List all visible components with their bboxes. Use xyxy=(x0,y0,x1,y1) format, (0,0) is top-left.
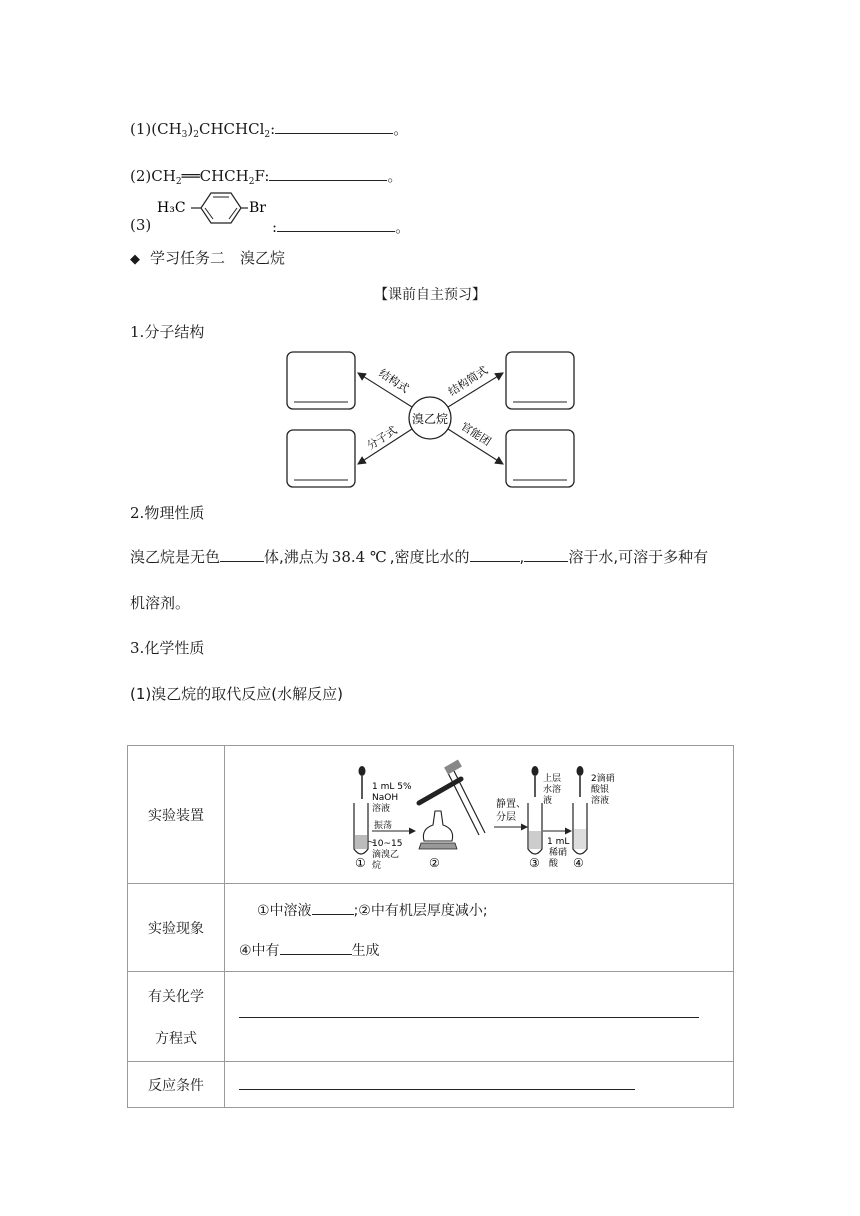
test-tube-4 xyxy=(573,766,587,854)
text: ④中有 xyxy=(239,943,280,959)
phenomenon-cell xyxy=(225,884,734,972)
colon: : xyxy=(272,218,278,236)
fig-label: 振荡 xyxy=(374,820,393,831)
fig-number: ④ xyxy=(573,855,584,870)
label-top-right: 结构简式 xyxy=(446,363,491,399)
fig-number: ③ xyxy=(529,855,540,870)
box-bottom-right xyxy=(506,430,574,487)
fig-label: 2滴硝 xyxy=(591,773,615,784)
fig-label: 1 mL 5% xyxy=(372,781,412,792)
formula-part: CH xyxy=(151,167,176,185)
formula-part: (CH xyxy=(151,120,182,138)
heading-physical xyxy=(130,502,204,523)
answer-blank[interactable] xyxy=(269,166,387,181)
answer-blank[interactable] xyxy=(524,547,568,562)
row-label-equation xyxy=(128,972,225,1062)
fig-label: 静置、 xyxy=(496,798,526,810)
label-bottom-right: 官能团 xyxy=(458,419,494,449)
box-top-right xyxy=(506,352,574,409)
fig-label: 酸 xyxy=(549,858,559,869)
exercise-item-1 xyxy=(130,118,408,140)
boiling-point: 38.4 ℃ xyxy=(331,548,387,566)
table-row xyxy=(128,1062,734,1108)
fig-number: ① xyxy=(355,855,366,870)
text: 溶于水,可溶于多种有 xyxy=(568,548,709,566)
formula-part: F: xyxy=(254,167,270,185)
answer-blank[interactable] xyxy=(277,217,395,232)
formula-subscript: 2 xyxy=(175,177,182,187)
chemical-subheading: (1)溴乙烷的取代反应(水解反应) xyxy=(130,685,343,703)
item-number: (2) xyxy=(130,167,152,185)
text: 生成 xyxy=(351,943,380,959)
heading-number: 2. xyxy=(130,504,145,522)
fig-label: NaOH xyxy=(372,792,399,803)
table-row xyxy=(128,884,734,972)
answer-blank[interactable] xyxy=(280,940,352,955)
fig-label: 上层 xyxy=(543,773,562,784)
formula-subscript: 2 xyxy=(264,130,271,140)
experiment-table xyxy=(127,745,734,1108)
answer-blank[interactable] xyxy=(312,900,354,915)
fig-label: 溶液 xyxy=(591,795,610,806)
formula-subscript: 2 xyxy=(248,177,255,187)
box-top-left xyxy=(287,352,355,409)
struct-left-label: H₃C xyxy=(157,200,186,216)
heating-setup xyxy=(419,759,485,848)
fig-label: 1 mL xyxy=(547,836,570,847)
fig-label: 溶液 xyxy=(372,803,391,814)
fig-label: 滴溴乙 xyxy=(372,849,400,860)
heading-number: 3. xyxy=(130,639,145,657)
period: 。 xyxy=(395,218,411,236)
text: ①中溶液 xyxy=(257,903,312,919)
physical-paragraph-line-2: 机溶剂。 xyxy=(130,594,191,612)
answer-blank[interactable] xyxy=(239,1079,635,1090)
double-bond: ══ xyxy=(181,167,200,185)
answer-blank[interactable] xyxy=(220,547,264,562)
fig-label: 液 xyxy=(543,795,553,806)
fig-label: 酸银 xyxy=(591,784,610,795)
answer-blank[interactable] xyxy=(239,1015,699,1018)
text: 体,沸点为 xyxy=(264,548,329,566)
table-row xyxy=(128,746,734,884)
formula-subscript: 2 xyxy=(193,130,199,140)
formula-part: ) xyxy=(187,120,194,138)
label-line: 有关化学 xyxy=(148,988,204,1005)
exercise-item-2 xyxy=(130,165,402,187)
item-number: (3) xyxy=(130,216,152,234)
colon: : xyxy=(270,120,276,138)
apparatus-figure-cell xyxy=(225,746,734,884)
row-label-apparatus: 实验装置 xyxy=(128,746,225,884)
section-title: 【课前自主预习】 xyxy=(374,287,486,303)
exercise-item-3-answer xyxy=(272,216,410,237)
text: , xyxy=(519,548,525,566)
phenomenon-line-2 xyxy=(239,940,733,960)
table-row xyxy=(128,972,734,1062)
center-label: 溴乙烷 xyxy=(411,412,449,426)
heading-text: 分子结构 xyxy=(144,323,205,341)
struct-right-label: Br xyxy=(249,200,266,216)
toluene-bromide-structure xyxy=(155,188,270,238)
period: 。 xyxy=(393,120,409,138)
fig-label: 分层 xyxy=(496,811,516,823)
condition-cell xyxy=(225,1062,734,1108)
fig-label: 稀硝 xyxy=(549,847,568,858)
label-line: 方程式 xyxy=(155,1030,197,1047)
heading-number: 1. xyxy=(130,323,145,341)
text: 溴乙烷是无色 xyxy=(130,548,221,566)
test-tube-3 xyxy=(528,766,542,854)
fig-label: 水溶 xyxy=(543,784,562,795)
phenomenon-line-1 xyxy=(239,900,733,920)
heading-text: 物理性质 xyxy=(144,504,205,522)
period: 。 xyxy=(387,167,403,185)
task-title: 学习任务二 溴乙烷 xyxy=(150,249,286,267)
answer-blank[interactable] xyxy=(470,547,520,562)
box-bottom-left xyxy=(287,430,355,487)
structure-diagram xyxy=(282,348,582,493)
formula-subscript: 3 xyxy=(181,130,188,140)
fig-number: ② xyxy=(429,855,440,870)
apparatus-figure xyxy=(329,751,629,879)
formula-part: CHCHCl xyxy=(199,120,265,138)
item-number: (1) xyxy=(130,120,152,138)
diamond-icon: ◆ xyxy=(130,252,140,267)
heading-structure xyxy=(130,321,204,342)
equation-cell xyxy=(225,972,734,1062)
heading-chemical xyxy=(130,637,204,658)
row-label-phenomenon: 实验现象 xyxy=(128,884,225,972)
label-bottom-left: 分子式 xyxy=(364,423,400,453)
heading-text: 化学性质 xyxy=(144,639,205,657)
task-heading xyxy=(130,247,285,268)
label-top-left: 结构式 xyxy=(376,366,412,396)
text: ;②中有机层厚度减小; xyxy=(353,903,488,919)
text: ,密度比水的 xyxy=(389,548,470,566)
row-label-condition: 反应条件 xyxy=(128,1062,225,1108)
physical-paragraph-line-1 xyxy=(130,546,708,567)
answer-blank[interactable] xyxy=(275,119,393,134)
formula-part: CHCH xyxy=(199,167,249,185)
fig-label: 10~15 xyxy=(372,838,403,849)
fig-label: 烷 xyxy=(372,860,382,871)
